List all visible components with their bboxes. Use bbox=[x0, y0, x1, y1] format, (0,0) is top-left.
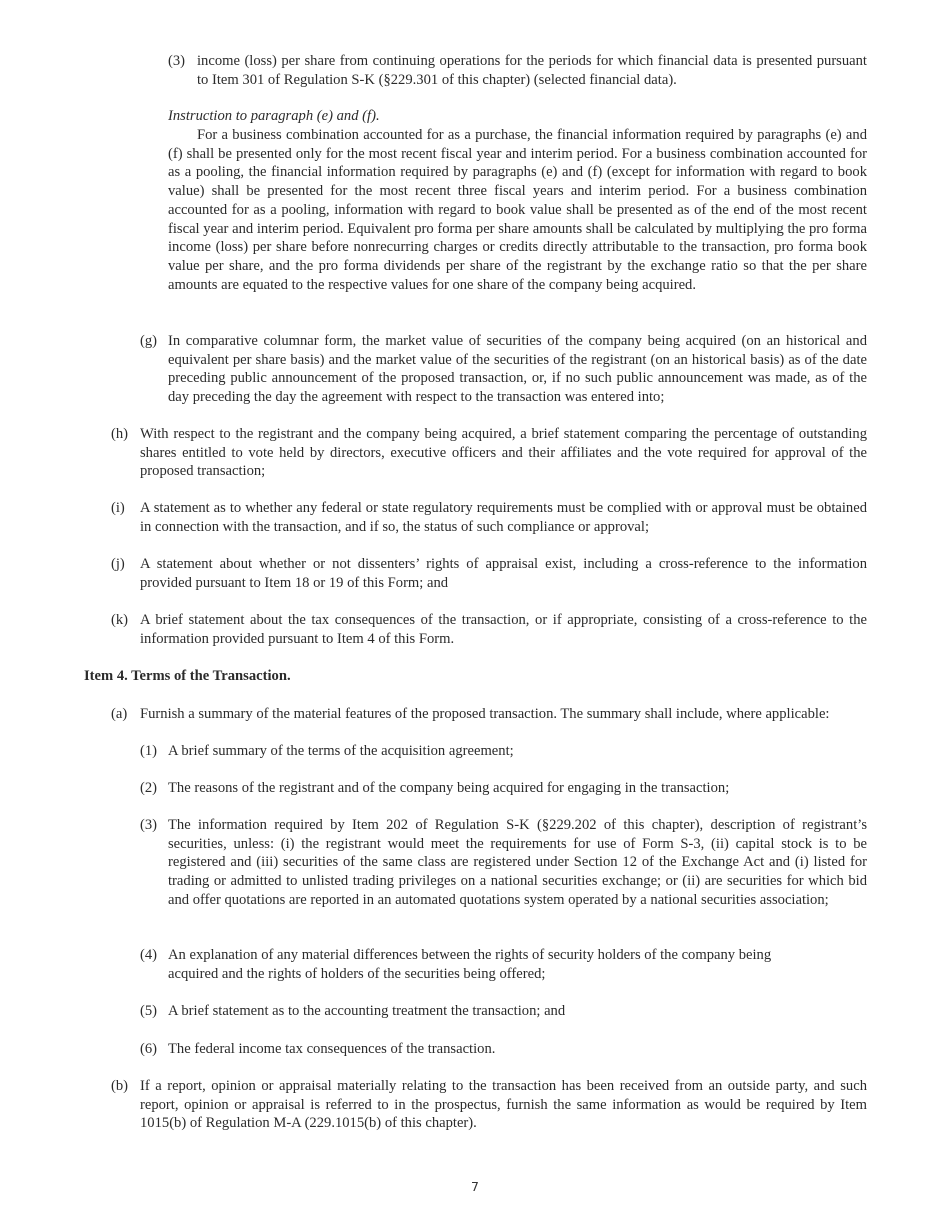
item4-a-5-label: (5) bbox=[140, 1003, 158, 1019]
instruction-text: For a business combination accounted for as a purchase, the financial information required by paragraphs (e) and (f) shall be presented only for the most recent fiscal year and interim period. For a business combination accounted for as a pooling, the financial information required by paragraphs (e) and (f) (except for information with regard to book value) shall be presented for the most recent three fiscal years and interim period. For a business combination accounted for as a pooling, information with regard to book value shall be presented as of the end of the most recent fiscal year and interim period. Equivalent pro forma per share amounts shall be calculated by multiplying the pro forma income (loss) per share before nonrecurring charges or credits directly attributable to the transaction, pro forma book value per share, and the pro forma dividends per share of the registrant by the exchange ratio so that the per share amounts are equated to the respective values for one share of the company being acquired. bbox=[168, 127, 867, 293]
paragraph-h-label: (h) bbox=[111, 426, 129, 442]
item4-a-6-text: The federal income tax consequences of the transaction. bbox=[168, 1041, 496, 1057]
paragraph-j-label: (j) bbox=[111, 556, 125, 572]
item4-heading: Item 4. Terms of the Transaction. bbox=[84, 668, 291, 684]
item4-a-6-label: (6) bbox=[140, 1041, 158, 1057]
item4-a-3-text: The information required by Item 202 of Regulation S-K (§229.202 of this chapter), description of registrant’s securities, unless: (i) the registrant would meet the requirements for use of Form S-3, (ii) capital stock is to be registered and (iii) securities of the same class are registered under Section 12 of the Exchange Act and (i) listed for trading or admitted to unlisted trading privileges on a national securities exchange; or (ii) are securities for which bid and offer quotations are reported in an automated quotations system operated by a national securities association; bbox=[168, 817, 867, 908]
item4-b-label: (b) bbox=[111, 1078, 129, 1094]
item4-a-4-text: An explanation of any material differences between the rights of security holders of the company being acquired and the rights of holders of the securities being offered; bbox=[168, 947, 772, 982]
item4-a-label: (a) bbox=[111, 706, 128, 722]
item4-b-text: If a report, opinion or appraisal materially relating to the transaction has been received from an outside party, and such report, opinion or appraisal is referred to in the prospectus, furnish the same information as would be required by Item 1015(b) of Regulation M-A (229.1015(b) of this chapter). bbox=[140, 1078, 867, 1132]
paragraph-h-text: With respect to the registrant and the company being acquired, a brief statement comparing the percentage of outstanding shares entitled to vote held by directors, executive officers and their affiliates and the vote required for approval of the proposed transaction; bbox=[140, 426, 867, 480]
item4-a-3-label: (3) bbox=[140, 817, 158, 833]
paragraph-j-text: A statement about whether or not dissenters’ rights of appraisal exist, including a cross-reference to the information provided pursuant to Item 18 or 19 of this Form; and bbox=[140, 556, 867, 591]
paragraph-i-text: A statement as to whether any federal or state regulatory requirements must be complied with or approval must be obtained in connection with the transaction, and if so, the status of such compliance or approval; bbox=[140, 500, 867, 535]
paragraph-k-text: A brief statement about the tax consequences of the transaction, or if appropriate, consisting of a cross-reference to the information provided pursuant to Item 4 of this Form. bbox=[140, 612, 867, 647]
item4-a-1-text: A brief summary of the terms of the acquisition agreement; bbox=[168, 743, 514, 759]
item4-a-1-label: (1) bbox=[140, 743, 158, 759]
paragraph-f3-text: income (loss) per share from continuing operations for the periods for which financial data is presented pursuant to Item 301 of Regulation S-K (§229.301 of this chapter) (selected financial data). bbox=[197, 53, 867, 88]
paragraph-g-text: In comparative columnar form, the market value of securities of the company being acquired (on an historical and equivalent per share basis) and the market value of the securities of the registrant (on an historical basis) as of the date preceding public announcement of the proposed transaction, or, if no such public announcement was made, as of the day preceding the day the agreement with respect to the transaction was entered into; bbox=[168, 333, 867, 406]
instruction-title: Instruction to paragraph (e) and (f). bbox=[168, 108, 380, 124]
paragraph-f3-label: (3) bbox=[168, 53, 186, 69]
item4-a-4-label: (4) bbox=[140, 947, 158, 963]
item4-a-2-label: (2) bbox=[140, 780, 158, 796]
paragraph-g-label: (g) bbox=[140, 333, 158, 349]
item4-a-2-text: The reasons of the registrant and of the company being acquired for engaging in the transaction; bbox=[168, 780, 730, 796]
item4-a-5-text: A brief statement as to the accounting treatment the transaction; and bbox=[168, 1003, 566, 1019]
page-number: 7 bbox=[471, 1179, 479, 1194]
paragraph-k-label: (k) bbox=[111, 612, 129, 628]
item4-a-text: Furnish a summary of the material features of the proposed transaction. The summary shall include, where applicable: bbox=[140, 706, 830, 722]
paragraph-i-label: (i) bbox=[111, 500, 125, 516]
